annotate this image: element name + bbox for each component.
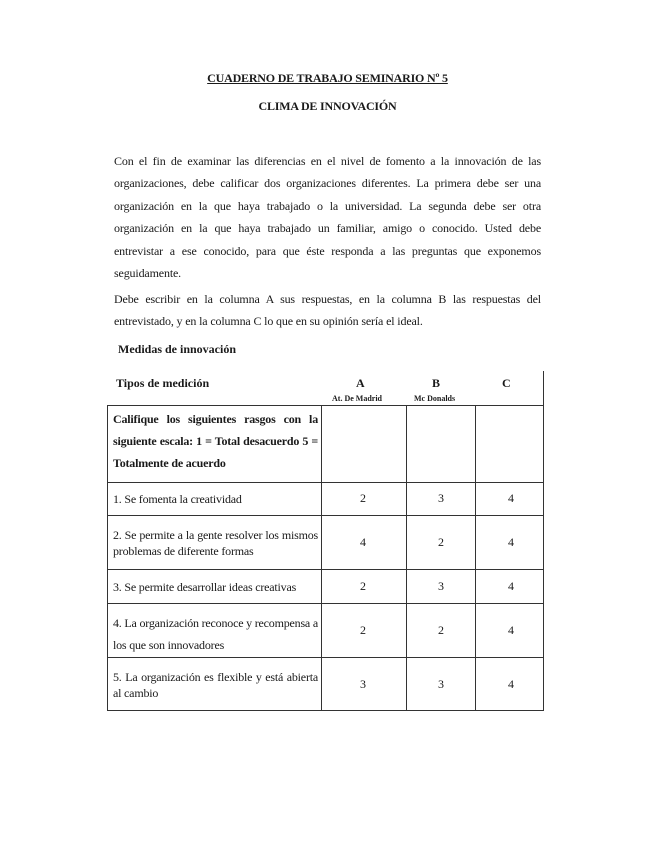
table-border-left	[107, 405, 108, 711]
document-title: CUADERNO DE TRABAJO SEMINARIO Nº 5	[207, 71, 448, 85]
row-value-b: 3	[438, 579, 444, 593]
table-col-divider	[406, 405, 407, 711]
instructions-paragraph: Debe escribir en la columna A sus respuestas, en la columna B las respuestas del entrevistado, y en la columna C lo que en su opinión sería el ideal.	[114, 292, 541, 329]
table-row-divider	[107, 569, 544, 570]
row-label: 2. Se permite a la gente resolver los mismos problemas de diferente formas	[113, 528, 318, 558]
row-value-a: 4	[360, 535, 366, 549]
row-value-a: 2	[360, 579, 366, 593]
row-value-a: 2	[360, 623, 366, 637]
table-row-divider	[107, 657, 544, 658]
row-value-a: 3	[360, 677, 366, 691]
section-title: Medidas de innovación	[118, 342, 237, 356]
row-label: 1. Se fomenta la creatividad	[113, 492, 242, 506]
row-value-c: 4	[508, 579, 514, 593]
table-row-divider	[107, 482, 544, 483]
header-col-a: A	[356, 376, 365, 390]
row-value-b: 3	[438, 491, 444, 505]
table-border-top	[107, 405, 544, 406]
table-row-divider	[107, 515, 544, 516]
table-border-right	[543, 405, 544, 711]
header-col-b: B	[432, 376, 441, 390]
row-label: 5. La organización es flexible y está abierta al cambio	[113, 670, 318, 700]
table-col-divider	[475, 405, 476, 711]
row-value-c: 4	[508, 491, 514, 505]
row-value-c: 4	[508, 623, 514, 637]
row-value-b: 3	[438, 677, 444, 691]
row-value-b: 2	[438, 623, 444, 637]
scale-instruction: Califique los siguientes rasgos con la siguiente escala: 1 = Total desacuerdo 5 = Totalmente de acuerdo	[113, 412, 318, 470]
header-col-b-sub: Mc Donalds	[414, 394, 456, 403]
row-value-c: 4	[508, 677, 514, 691]
table-border-right-header	[543, 371, 544, 406]
header-col-c: C	[502, 376, 511, 390]
intro-paragraph: Con el fin de examinar las diferencias en el nivel de fomento a la innovación de las organizaciones, debe calificar dos organizaciones diferentes. La primera debe ser una organización en la que haya trabajado o la universidad. La segunda debe ser otra organización en la que haya trabajado un familiar, amigo o conocido. Usted debe entrevistar a ese conocido, para que éste responda a las preguntas que exponemos seguidamente.	[114, 154, 541, 281]
row-label: 4. La organización reconoce y recompensa a los que son innovadores	[113, 616, 318, 652]
row-value-b: 2	[438, 535, 444, 549]
document-subtitle: CLIMA DE INNOVACIÓN	[258, 99, 397, 113]
row-value-a: 2	[360, 491, 366, 505]
row-label: 3. Se permite desarrollar ideas creativas	[113, 580, 297, 594]
row-value-c: 4	[508, 535, 514, 549]
table-col-divider	[321, 405, 322, 711]
table-border-bottom	[107, 710, 544, 711]
header-tipos: Tipos de medición	[116, 376, 210, 390]
table-row-divider	[107, 603, 544, 604]
header-col-a-sub: At. De Madrid	[332, 394, 382, 403]
